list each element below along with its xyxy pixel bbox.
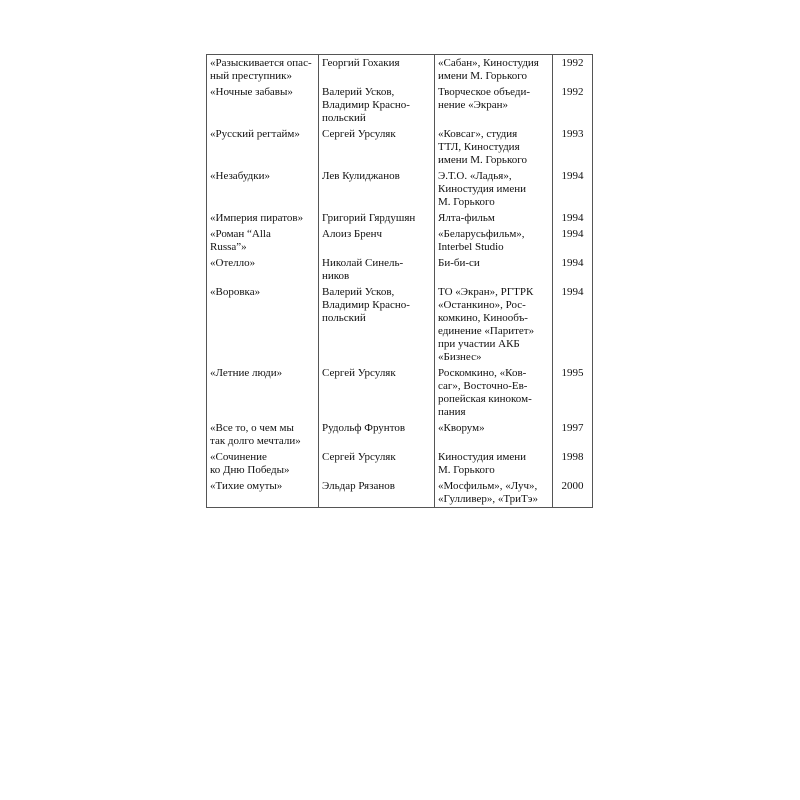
studio-cell: ТО «Экран», РГТРК «Останкино», Рос- комкино, Кинообъ- единение «Паритет» при участии АКБ «Бизнес» [435,284,553,365]
table-row [207,449,593,478]
director-cell: Алоиз Бренч [319,226,435,255]
year-cell: 1995 [553,365,593,420]
year-cell: 1992 [553,84,593,126]
table-row [207,126,593,168]
director-cell: Валерий Усков, Владимир Красно- польский [319,84,435,126]
studio-cell: «Беларусьфильм», Interbel Studio [435,226,553,255]
director-cell: Сергей Урсуляк [319,365,435,420]
table-row [207,226,593,255]
film-title-cell: «Отелло» [207,255,319,284]
studio-cell: «Ковсаг», студия ТТЛ, Киностудия имени М. Горького [435,126,553,168]
film-title-cell: «Воровка» [207,284,319,365]
studio-cell: «Кворум» [435,420,553,449]
film-title-cell: «Все то, о чем мы так долго мечтали» [207,420,319,449]
studio-cell: Ялта-фильм [435,210,553,226]
year-cell: 1994 [553,284,593,365]
film-title-cell: «Сочинение ко Дню Победы» [207,449,319,478]
year-cell: 1994 [553,255,593,284]
year-cell: 2000 [553,478,593,508]
film-title-cell: «Разыскивается опас- ный преступник» [207,55,319,85]
film-title-cell: «Незабудки» [207,168,319,210]
film-title-cell: «Роман “Alla Russa”» [207,226,319,255]
director-cell: Валерий Усков, Владимир Красно- польский [319,284,435,365]
director-cell: Лев Кулиджанов [319,168,435,210]
table-row [207,365,593,420]
table-row [207,84,593,126]
table-row [207,168,593,210]
year-cell: 1992 [553,55,593,85]
film-title-cell: «Ночные забавы» [207,84,319,126]
studio-cell: «Мосфильм», «Луч», «Гулливер», «ТриТэ» [435,478,553,508]
table-row [207,478,593,508]
filmography-table [206,54,593,508]
director-cell: Эльдар Рязанов [319,478,435,508]
table-row [207,255,593,284]
year-cell: 1993 [553,126,593,168]
film-title-cell: «Летние люди» [207,365,319,420]
studio-cell: Роскомкино, «Ков- саг», Восточно-Ев- ропейская киноком- пания [435,365,553,420]
film-title-cell: «Тихие омуты» [207,478,319,508]
studio-cell: «Сабан», Киностудия имени М. Горького [435,55,553,85]
director-cell: Сергей Урсуляк [319,449,435,478]
year-cell: 1994 [553,210,593,226]
table-row [207,55,593,85]
studio-cell: Би-би-си [435,255,553,284]
table-row [207,210,593,226]
year-cell: 1998 [553,449,593,478]
director-cell: Григорий Гярдушян [319,210,435,226]
film-title-cell: «Империя пиратов» [207,210,319,226]
director-cell: Николай Синель- ников [319,255,435,284]
director-cell: Сергей Урсуляк [319,126,435,168]
table-row [207,420,593,449]
year-cell: 1994 [553,226,593,255]
director-cell: Георгий Гохакия [319,55,435,85]
film-title-cell: «Русский регтайм» [207,126,319,168]
director-cell: Рудольф Фрунтов [319,420,435,449]
table-row [207,284,593,365]
year-cell: 1994 [553,168,593,210]
year-cell: 1997 [553,420,593,449]
studio-cell: Э.Т.О. «Ладья», Киностудия имени М. Горького [435,168,553,210]
studio-cell: Киностудия имени М. Горького [435,449,553,478]
studio-cell: Творческое объеди- нение «Экран» [435,84,553,126]
